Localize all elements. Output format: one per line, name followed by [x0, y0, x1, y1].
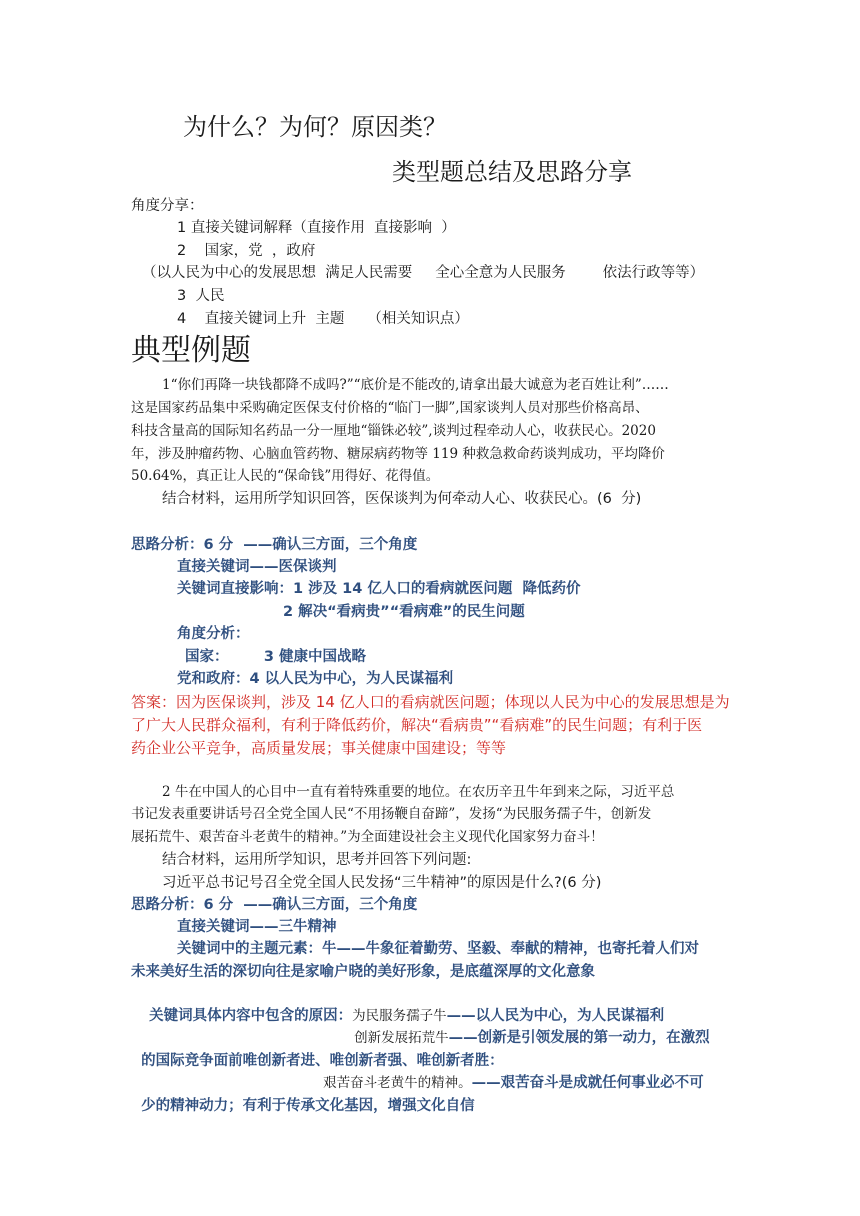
example1-passage-line: 1“你们再降一块钱都降不成吗?”“底价是不能改的,请拿出最大诚意为老百姓让利”……: [162, 377, 669, 393]
reason-quote: 为民服务孺子牛: [352, 1008, 447, 1025]
page-title: 为什么？为何？原因类？: [183, 113, 447, 141]
example1-analysis-line: 角度分析：: [177, 626, 250, 642]
reason-quote: 艰苦奋斗老黄牛的精神。: [323, 1075, 472, 1092]
example1-passage-line: 科技含量高的国际知名药品一分一厘地“锱铢必较”,谈判过程牵动人心，收获民心。2020: [131, 423, 656, 439]
example1-analysis-line: 2 解决“看病贵”“看病难”的民生问题: [283, 604, 525, 620]
example2-question: 习近平总书记号召全党全国人民发扬“三牛精神”的原因是什么?(6 分): [162, 875, 602, 891]
example2-passage-line: 展拓荒牛、艰苦奋斗老黄牛的精神。”为全面建设社会主义现代化国家努力奋斗！: [131, 829, 604, 845]
example1-passage-line: 年，涉及肿瘤药物、心脑血管药物、糖尿病药物等 119 种救急救命药谈判成功，平均降价: [131, 446, 665, 462]
reason-text: ——创新是引领发展的第一动力，在激烈: [448, 1030, 710, 1047]
angle-item: （以人民为中心的发展思想 满足人民需要 全心全意为人民服务 依法行政等等）: [142, 265, 705, 281]
reason-text: ——以人民为中心，为人民谋福利: [446, 1008, 665, 1025]
page-subtitle: 类型题总结及思路分享: [392, 158, 632, 186]
section-heading: 典型例题: [131, 333, 251, 368]
example2-analysis-line: 未来美好生活的深切向往是家喻户晓的美好形象，是底蕴深厚的文化意象: [131, 964, 595, 980]
angle-item: 3 人民: [177, 288, 225, 304]
example1-question: 结合材料，运用所学知识回答，医保谈判为何牵动人心、收获民心。(6 分): [162, 491, 642, 507]
example2-passage-line: 书记发表重要讲话号召全党全国人民“不用扬鞭自奋蹄”，发扬“为民服务孺子牛，创新发: [131, 806, 652, 822]
reason-text: ——艰苦奋斗是成就任何事业必不可: [471, 1075, 704, 1092]
example2-analysis-line: 思路分析：6 分 ——确认三方面，三个角度: [131, 897, 418, 913]
example1-answer-line: 答案：因为医保谈判，涉及 14 亿人口的看病就医问题；体现以人民为中心的发展思想是为: [131, 693, 730, 711]
reason-quote: 创新发展拓荒牛: [354, 1030, 449, 1047]
example1-passage-line: 这是国家药品集中采购确定医保支付价格的“临门一脚”,国家谈判人员对那些价格高昂、: [131, 400, 649, 416]
angle-item: 1 直接关键词解释（直接作用 直接影响 ）: [177, 220, 456, 236]
example2-question-intro: 结合材料，运用所学知识，思考并回答下列问题:: [162, 852, 472, 868]
angle-item: 4 直接关键词上升 主题 （相关知识点）: [177, 311, 469, 327]
example2-analysis-line: 直接关键词——三牛精神: [177, 919, 337, 935]
example1-answer-line: 药企业公平竞争，高质量发展；事关健康中国建设；等等: [131, 739, 507, 757]
example1-analysis-line: 国家： 3 健康中国战略: [185, 649, 366, 665]
example2-analysis-line: 关键词中的主题元素：牛——牛象征着勤劳、坚毅、奉献的精神，也寄托着人们对: [177, 941, 699, 957]
angle-item: 2 国家，党 ，政府: [177, 243, 316, 259]
reason-label: 关键词具体内容中包含的原因：: [149, 1008, 353, 1025]
example2-reason-row: [131, 1076, 475, 1116]
example1-analysis-line: 直接关键词——医保谈判: [177, 559, 337, 575]
angles-heading: 角度分享：: [131, 198, 204, 214]
example1-passage-line: 50.64%，真正让人民的“保命钱”用得好、花得值。: [131, 468, 440, 484]
example2-passage-line: 2 牛在中国人的心目中一直有着特殊重要的地位。在农历辛丑牛年到来之际，习近平总: [162, 784, 675, 800]
example1-analysis-line: 关键词直接影响：1 涉及 14 亿人口的看病就医问题 降低药价: [177, 581, 581, 597]
reason-text: 少的精神动力；有利于传承文化基因，增强文化自信: [141, 1098, 475, 1115]
reason-text: 的国际竞争面前唯创新者进、唯创新者强、唯创新者胜：: [141, 1053, 504, 1070]
example1-analysis-line: 党和政府：4 以人民为中心，为人民谋福利: [177, 671, 454, 687]
example1-analysis-line: 思路分析：6 分 ——确认三方面，三个角度: [131, 537, 418, 553]
example1-answer-line: 了广大人民群众福利，有利于降低药价，解决“看病贵”“看病难”的民生问题；有利于医: [131, 716, 703, 734]
